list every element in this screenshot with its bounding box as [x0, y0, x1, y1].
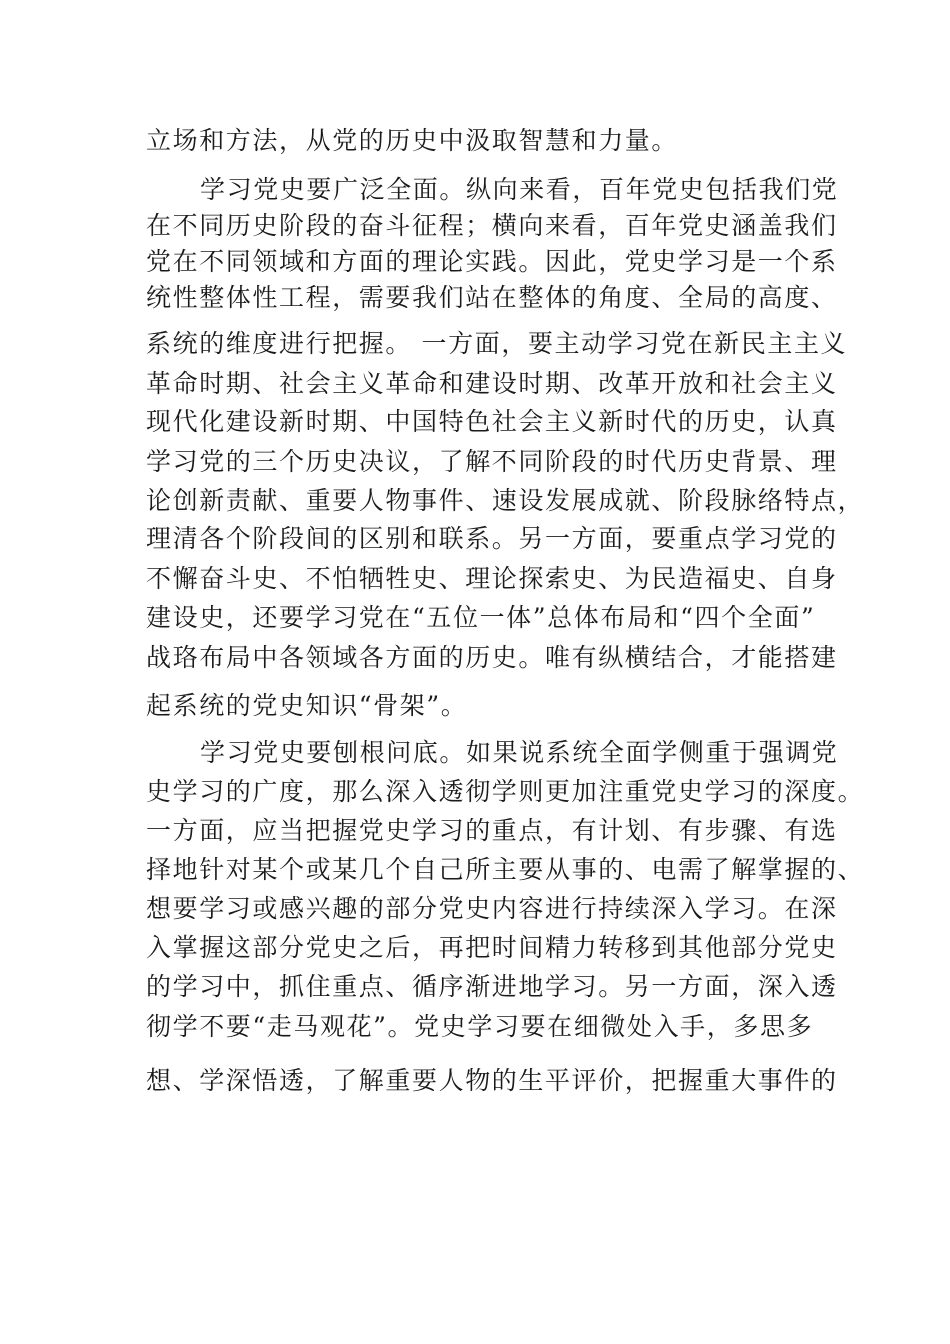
text-line: 想、学深悟透，了解重要人物的生平评价，把握重大事件的: [146, 1066, 838, 1095]
text-line: 一方面，应当把握党史学习的重点，有计划、有步骤、有选: [146, 816, 838, 845]
text-line: 择地针对某个或某几个自己所主要从事的、电需了解掌握的、: [146, 855, 865, 884]
paragraph-first-line: 学习党史要刨根问底。如果说系统全面学侧重于强调党: [200, 738, 839, 767]
text-line: 立场和方法，从党的历史中汲取智慧和力量。: [146, 126, 679, 155]
text-line: 不懈奋斗史、不怕牺牲史、理论探索史、为民造福史、自身: [146, 564, 838, 593]
text-line: 现代化建设新时期、中国特色社会主义新时代的历史，认真: [146, 407, 838, 436]
text-line: 论创新责献、重要人物事件、速设发展成就、阶段脉络特点，: [146, 486, 865, 515]
text-line: 在不同历史阶段的奋斗征程；横向来看，百年党史涵盖我们: [146, 211, 838, 240]
paragraph-first-line: 学习党史要广泛全面。纵向来看，百年党史包括我们党: [200, 175, 839, 204]
text-line: 统性整体性工程，需要我们站在整体的角度、全局的高度、: [146, 283, 838, 312]
text-line: 革命时期、社会主义革命和建设时期、改革开放和社会主义: [146, 369, 838, 398]
text-line: 党在不同领域和方面的理论实践。因此，党史学习是一个系: [146, 247, 838, 276]
text-line: 系统的维度进行把握。 一方面，要主动学习党在新民主主义: [146, 329, 848, 358]
text-line: 理清各个阶段间的区别和联系。另一方面，要重点学习党的: [146, 524, 838, 553]
text-line: 起系统的党史知识“骨架”。: [146, 691, 468, 720]
text-line: 史学习的广度，那么深入透彻学则更加注重党史学习的深度。: [146, 777, 865, 806]
text-line: 学习党的三个历史决议，了解不同阶段的时代历史背景、理: [146, 447, 838, 476]
text-line: 的学习中，抓住重点、循序渐进地学习。另一方面，深入透: [146, 972, 838, 1001]
text-line: 入掌握这部分党史之后，再把时间精力转移到其他部分党史: [146, 933, 838, 962]
text-line: 想要学习或感兴趣的部分党史内容进行持续深入学习。在深: [146, 894, 838, 923]
text-line: 战珞布局中各领域各方面的历史。唯有纵横结合，才能搭建: [146, 643, 838, 672]
text-line: 建设史，还要学习党在“五位一体”总体布局和“四个全面”: [146, 603, 816, 632]
text-line: 彻学不要“走马观花”。党史学习要在细微处入手，多思多: [146, 1012, 814, 1041]
